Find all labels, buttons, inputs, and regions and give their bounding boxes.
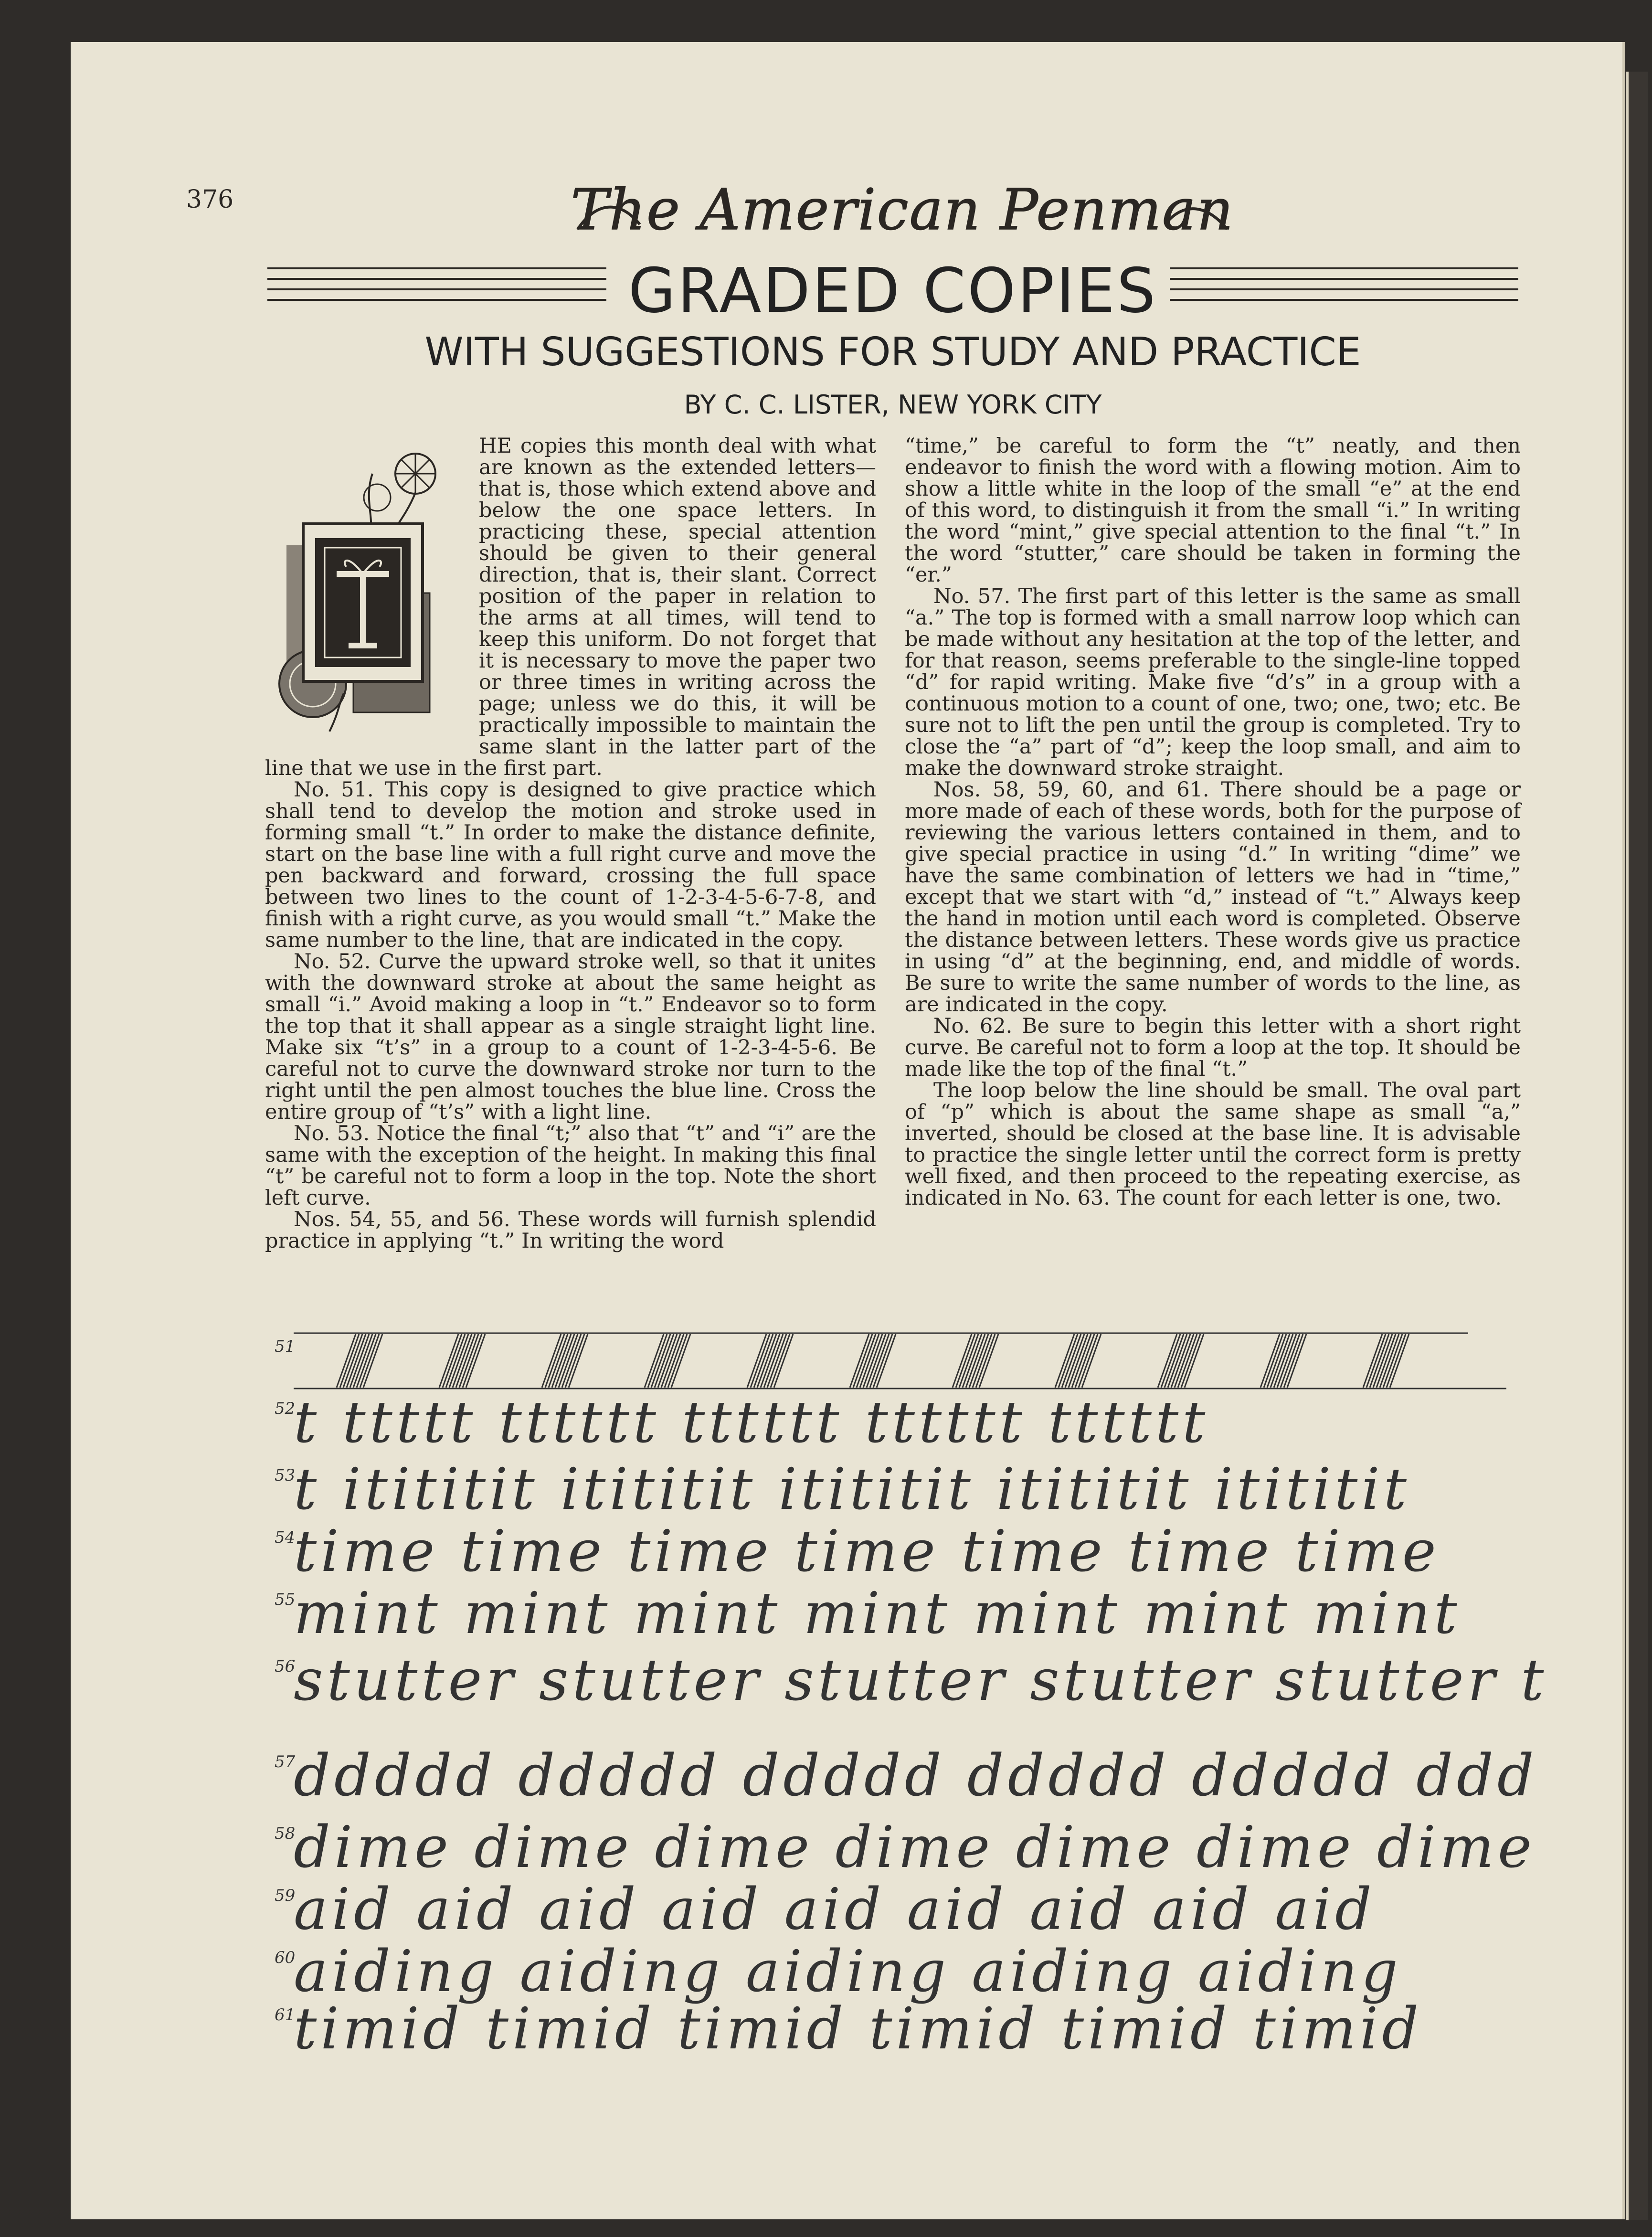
copy-text: ddddd ddddd ddddd ddddd ddddd ddd bbox=[294, 1743, 1538, 1809]
article-byline: BY C. C. LISTER, NEW YORK CITY bbox=[684, 390, 1102, 420]
copy-text: time time time time time time time bbox=[294, 1518, 1440, 1585]
copy-number: 61 bbox=[275, 2005, 296, 2025]
article-subtitle: WITH SUGGESTIONS FOR STUDY AND PRACTICE bbox=[424, 329, 1361, 375]
copy-number: 52 bbox=[275, 1399, 296, 1418]
copy-number: 53 bbox=[275, 1466, 296, 1485]
book-edge bbox=[1626, 72, 1648, 2220]
copy-text: aiding aiding aiding aiding aiding bbox=[294, 1939, 1402, 2005]
paragraph: No. 52. Curve the upward stroke well, so that it unites with the downward stroke at about the same height as small “i.” Avoid making a loop in “t.” Endeavor so to form the top that it shall appear as a single straight light line. Make six “t’s” in a group to a count of 1-2-3-4-5-6. Be careful not to curve the downward stroke nor turn to the right until the pen almost touches the blue line. Cross the entire group of “t’s” with a light line. bbox=[265, 950, 876, 1124]
paragraph: The loop below the line should be small. The oval part of “p” which is about the same shape as small “a,” inverted, should be closed at the base line. It is advisable to practice the single letter until the correct form is pretty well fixed, and then proceed to the repeating exercise, as indicated in No. 63. The count for each letter is one, two. bbox=[905, 1079, 1521, 1210]
copy-number: 51 bbox=[275, 1337, 296, 1356]
copy-number: 59 bbox=[275, 1886, 296, 1905]
copy-number: 60 bbox=[275, 1948, 296, 1967]
svg-text:The American Penman: The American Penman bbox=[571, 177, 1234, 243]
title-block bbox=[267, 255, 1518, 327]
copy-text: timid timid timid timid timid timid bbox=[294, 1996, 1423, 2062]
copy-number: 56 bbox=[275, 1657, 296, 1676]
paragraph: Nos. 58, 59, 60, and 61. There should be a page or more made of each of these words, both for the purpose of reviewing the various letters contained in them, and to give special practice in using “d.” In writing “dime” we have the same combination of letters we had in “time,” except that we start with “d,” instead of “t.” Always keep the hand in motion until each word is completed. Observe the distance between letters. These words give us practice in using “d” at the beginning, end, and middle of words. Be sure to write the same number of words to the line, as are indicated in the copy. bbox=[905, 778, 1521, 1017]
paragraph: HE copies this month deal with what are known as the extended letters—that is, those which extend above and below the one space letters. In practicing these, special attention should be given to their general direction, that is, their slant. Correct position of the paper in relation to the arms at all times, will tend to keep this uniform. Do not forget that it is necessary to move the paper two or three times in writing across the page; unless we do this, it will be practically impossible to maintain the same slant in the latter part of the line that we use in the first part. bbox=[265, 434, 876, 780]
copy-plates bbox=[265, 1327, 1548, 2063]
paragraph: “time,” be careful to form the “t” neatly, and then endeavor to finish the word with a flowing motion. Aim to show a little white in the loop of the small “e” at the end of this word, to distinguish it from the small “i.” In writing the word “mint,” give special attention to the final “t.” In the word “stutter,” care should be taken in forming the “er.” bbox=[905, 434, 1521, 587]
article-title: GRADED COPIES bbox=[628, 255, 1158, 327]
copy-number: 58 bbox=[275, 1824, 296, 1843]
masthead-logo bbox=[568, 172, 1237, 248]
copy-text: t itititit itititit itititit itititit itititit bbox=[294, 1456, 1410, 1523]
paragraph: No. 57. The first part of this letter is the same as small “a.” The top is formed with a small narrow loop which can be made without any hesitation at the top of the letter, and for that reason, seems preferable to the single-line topped “d” for rapid writing. Make five “d’s” in a group with a continuous motion to a count of one, two; one, two; etc. Be sure not to lift the pen until the group is completed. Try to close the “a” part of “d”; keep the loop small, and aim to make the downward stroke straight. bbox=[905, 584, 1521, 780]
paragraph: Nos. 54, 55, and 56. These words will furnish splendid practice in applying “t.” In writing the word bbox=[265, 1208, 876, 1253]
copy-number: 54 bbox=[275, 1528, 296, 1547]
copy-text: mint mint mint mint mint mint mint bbox=[294, 1580, 1461, 1647]
decorative-dropcap bbox=[258, 435, 470, 746]
paragraph: No. 62. Be sure to begin this letter with a short right curve. Be careful not to form a loop at the top. It should be made like the top of the final “t.” bbox=[905, 1014, 1521, 1081]
copy-text: aid aid aid aid aid aid aid aid aid bbox=[294, 1877, 1376, 1943]
page-number: 376 bbox=[186, 185, 234, 214]
copy-number: 55 bbox=[275, 1590, 296, 1609]
copy-text: stutter stutter stutter stutter stutter t bbox=[294, 1647, 1548, 1714]
left-column bbox=[265, 435, 876, 1252]
right-column bbox=[905, 435, 1521, 1209]
copy-number: 57 bbox=[275, 1752, 296, 1771]
paragraph: No. 51. This copy is designed to give practice which shall tend to develop the motion and stroke used in forming small “t.” In order to make the distance definite, start on the base line with a full right curve and move the pen backward and forward, crossing the full space between two lines to the count of 1-2-3-4-5-6-7-8, and finish with a right curve, as you would small “t.” Make the same number to the line, that are indicated in the copy. bbox=[265, 778, 876, 952]
copy-text: t ttttt tttttt tttttt tttttt tttttt bbox=[294, 1389, 1209, 1456]
paragraph: No. 53. Notice the final “t;” also that “t” and “i” are the same with the exception of the height. In making this final “t” be careful not to form a loop in the top. Note the short left curve. bbox=[265, 1122, 876, 1210]
copy-text: dime dime dime dime dime dime dime bbox=[294, 1814, 1536, 1881]
